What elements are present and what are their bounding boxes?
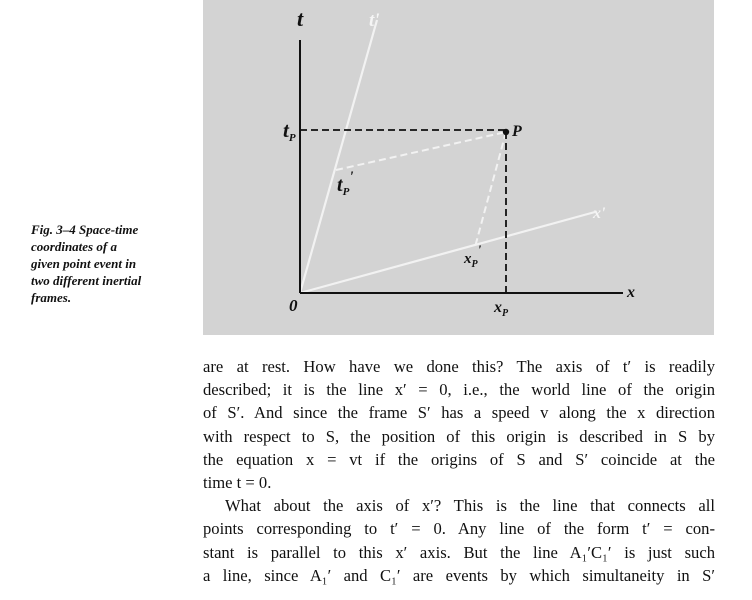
xp-label: $x_P$	[494, 299, 509, 319]
caption-line: given point event in	[31, 256, 137, 271]
event-point-p	[503, 129, 509, 135]
paragraph-line: a line, since A₁′ and C₁′ are events by which simultaneity in S′	[203, 565, 715, 585]
xp-prime-projection	[475, 132, 506, 247]
x-axis-label: x	[627, 284, 635, 301]
tp-prime-label: $t_P'$	[337, 169, 354, 198]
paragraph-line: stant is parallel to this x′ axis. But the line A₁′C₁′ is just such	[203, 542, 715, 562]
figure-panel	[203, 0, 714, 335]
paragraph-line: described; it is the line x′ = 0, i.e., the world line of the origin	[203, 380, 715, 400]
point-p-label: P	[512, 123, 522, 140]
paragraph-line: points corresponding to t′ = 0. Any line of the form t′ = con-	[203, 519, 715, 539]
x-prime-axis-line	[300, 212, 595, 293]
xp-prime-label: $x_P'$	[464, 242, 482, 270]
paragraph-line: are at rest. How have we done this? The axis of t′ is readily	[203, 357, 715, 376]
t-axis-label: t	[297, 6, 304, 31]
caption-line: coordinates of a	[31, 239, 117, 254]
caption-line: Fig. 3–4 Space-time	[31, 222, 139, 237]
paragraph-line: What about the axis of x′? This is the line that connects all	[225, 496, 715, 516]
paragraph-line: the equation x = vt if the origins of S and S′ coincide at the	[203, 449, 715, 469]
caption-line: frames.	[31, 290, 72, 305]
figure-caption	[31, 221, 201, 306]
caption-line: two different inertial	[31, 273, 142, 288]
t-prime-axis-label: t'	[369, 10, 380, 31]
t-prime-axis-line	[300, 20, 377, 293]
body-text	[203, 355, 715, 587]
paragraph-line: of S′. And since the frame S′ has a speed v along the x direction	[203, 403, 715, 423]
paragraph-line: with respect to S, the position of this origin is described in S by	[203, 426, 715, 446]
tp-prime-projection	[336, 132, 506, 170]
origin-label: 0	[289, 296, 298, 315]
tp-label: tP	[283, 118, 296, 144]
x-prime-axis-label: x'	[593, 205, 606, 222]
paragraph-line: time t = 0.	[203, 473, 272, 493]
spacetime-diagram	[203, 0, 714, 335]
